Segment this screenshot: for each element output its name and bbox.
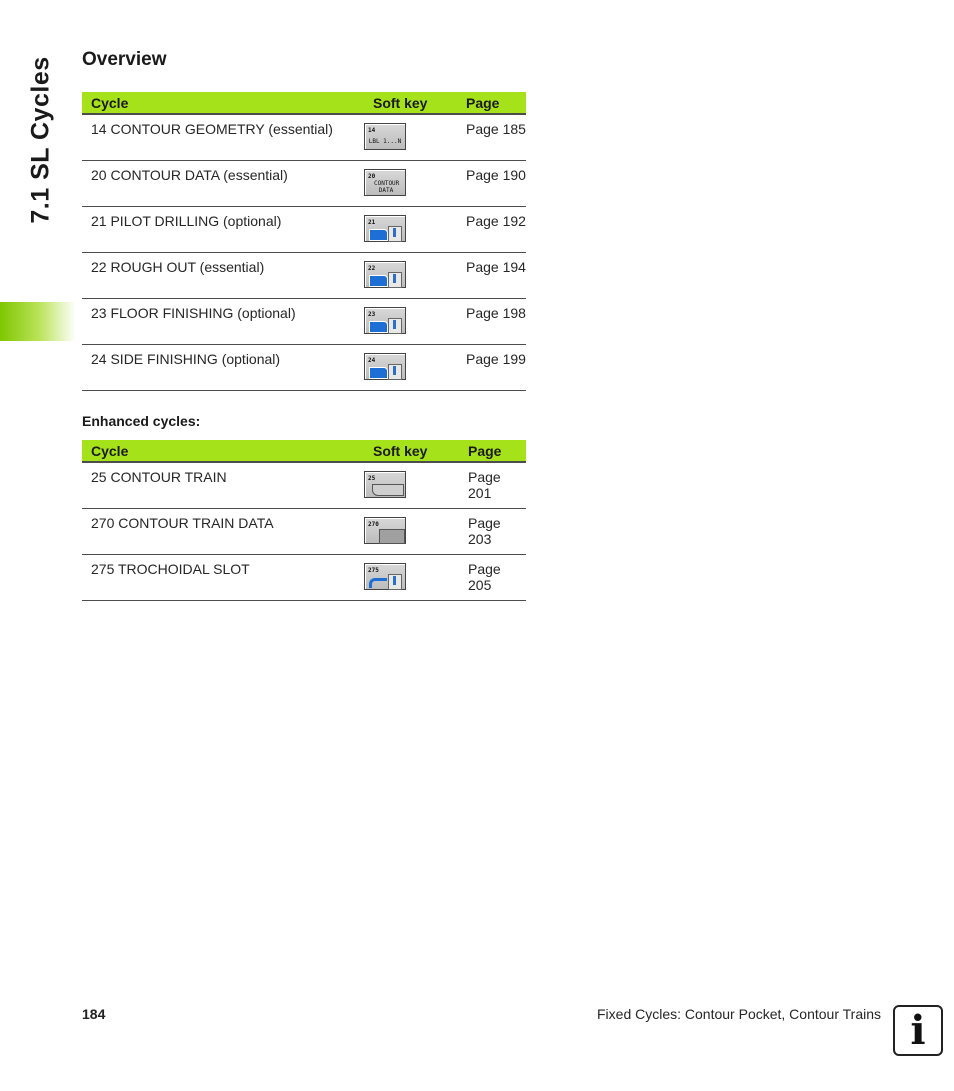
table-row (82, 344, 526, 390)
side-finishing-softkey-icon[interactable]: 24 (364, 353, 406, 380)
floor-finishing-softkey-icon[interactable]: 23 (364, 307, 406, 334)
cycle-name: 24 SIDE FINISHING (optional) (82, 344, 364, 390)
header-page: Page (459, 440, 526, 462)
contour-train-softkey-icon[interactable]: 25 (364, 471, 406, 498)
pilot-drilling-softkey-icon[interactable]: 21 (364, 215, 406, 242)
cycle-name: 14 CONTOUR GEOMETRY (essential) (82, 114, 364, 160)
page-ref: Page 185 (457, 114, 526, 160)
table-header-row (82, 440, 526, 462)
chapter-marker-bar (0, 302, 76, 341)
header-soft-key: Soft key (364, 92, 457, 114)
page-ref: Page 201 (459, 462, 526, 508)
cycles-table (82, 92, 526, 391)
trochoidal-slot-softkey-icon[interactable]: 275 (364, 563, 406, 590)
page-number: 184 (82, 1006, 106, 1022)
info-icon: i (893, 1005, 943, 1056)
page-ref: Page 199 (457, 344, 526, 390)
cycle-name: 25 CONTOUR TRAIN (82, 462, 364, 508)
header-soft-key: Soft key (364, 440, 459, 462)
page-ref: Page 194 (457, 252, 526, 298)
contour-data-softkey-icon[interactable]: 20 CONTOUR DATA (364, 169, 406, 196)
table-row (82, 206, 526, 252)
chapter-side-tab (6, 40, 76, 240)
header-cycle: Cycle (82, 440, 364, 462)
enhanced-cycles-heading: Enhanced cycles: (82, 413, 201, 429)
table-row (82, 114, 526, 160)
header-cycle: Cycle (82, 92, 364, 114)
table-row (82, 298, 526, 344)
header-page: Page (457, 92, 526, 114)
chapter-title: Fixed Cycles: Contour Pocket, Contour Trains (597, 1006, 882, 1022)
cycle-name: 275 TROCHOIDAL SLOT (82, 554, 364, 600)
page-ref: Page 203 (459, 508, 526, 554)
section-heading: Overview (82, 49, 167, 70)
table-row (82, 252, 526, 298)
label-softkey-icon[interactable]: 14 LBL 1...N (364, 123, 406, 150)
page-ref: Page 190 (457, 160, 526, 206)
rough-out-softkey-icon[interactable]: 22 (364, 261, 406, 288)
table-row (82, 160, 526, 206)
table-row (82, 462, 526, 508)
chapter-label: 7.1 SL Cycles (26, 56, 55, 224)
table-row (82, 554, 526, 600)
page-ref: Page 205 (459, 554, 526, 600)
contour-train-data-softkey-icon[interactable]: 270 (364, 517, 406, 544)
enhanced-cycles-table (82, 440, 526, 601)
cycle-name: 22 ROUGH OUT (essential) (82, 252, 364, 298)
cycle-name: 20 CONTOUR DATA (essential) (82, 160, 364, 206)
table-row (82, 508, 526, 554)
page-ref: Page 198 (457, 298, 526, 344)
table-header-row (82, 92, 526, 114)
cycle-name: 23 FLOOR FINISHING (optional) (82, 298, 364, 344)
cycle-name: 21 PILOT DRILLING (optional) (82, 206, 364, 252)
cycle-name: 270 CONTOUR TRAIN DATA (82, 508, 364, 554)
page-ref: Page 192 (457, 206, 526, 252)
